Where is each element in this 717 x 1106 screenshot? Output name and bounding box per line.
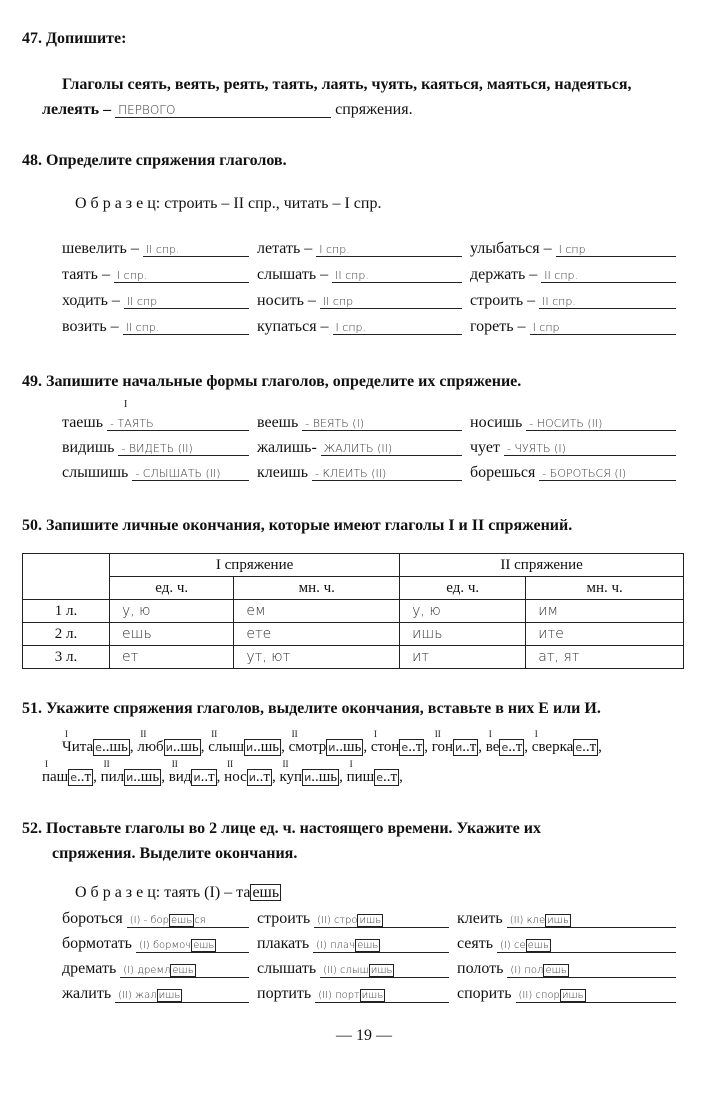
answer-field[interactable]: II спр. <box>123 321 249 335</box>
verb-label: клеить <box>457 910 503 927</box>
verb-word-body <box>101 769 162 786</box>
verb-item <box>257 439 470 457</box>
verb-item <box>470 464 684 482</box>
verb-stem: смотр <box>288 739 327 755</box>
answer-field[interactable]: - ЧУЯТЬ (I) <box>504 442 676 456</box>
exercise-52-title: 52. Поставьте глаголы во 2 лице ед. ч. настоящего времени. Укажите их <box>22 820 541 837</box>
exercise-52-sample <box>75 884 281 902</box>
separator: , <box>399 769 407 785</box>
answer-field[interactable]: - НОСИТЬ (II) <box>526 417 676 431</box>
verb-label: таять – <box>62 266 110 283</box>
verb-stem: сверка <box>531 739 574 755</box>
conjugation-mark: I <box>534 729 538 739</box>
ending-box[interactable] <box>164 739 201 756</box>
ending-cell[interactable]: у, ю <box>110 600 234 623</box>
ending-box[interactable] <box>326 739 363 756</box>
separator: , <box>598 739 606 755</box>
verb-word <box>371 730 424 756</box>
verb-item <box>470 240 684 258</box>
verb-label: плакать <box>257 935 310 952</box>
verb-word-body <box>208 739 281 756</box>
verb-item <box>257 464 470 482</box>
exercise-47-prefix: лелеять – <box>42 101 112 118</box>
verb-word <box>101 760 162 786</box>
answer-field[interactable] <box>136 939 249 953</box>
verb-label: слышать <box>257 960 317 977</box>
verb-stem: слыш <box>208 739 245 755</box>
ending-cell[interactable]: ет <box>110 646 234 669</box>
answer-field[interactable]: II спр. <box>539 295 676 309</box>
verb-stem: дрeмл <box>137 965 171 976</box>
ending-text: ..т <box>200 769 215 785</box>
answer-field[interactable]: - СЛЫШАТЬ (II) <box>132 467 249 481</box>
ending-cell[interactable]: ат, ят <box>526 646 684 669</box>
answer-field[interactable]: I спр. <box>333 321 462 335</box>
verb-word-body <box>279 769 339 786</box>
person-cell: 2 л. <box>23 623 110 646</box>
answer-field[interactable]: II спр. <box>541 269 676 283</box>
inserted-letter: и <box>455 741 463 754</box>
verb-item <box>257 414 470 432</box>
verb-word <box>289 730 364 756</box>
person-cell: 3 л. <box>23 646 110 669</box>
verb-stem: куп <box>279 769 303 785</box>
inserted-letter: и <box>126 771 134 784</box>
ending-box[interactable] <box>573 739 598 756</box>
verb-label: строить – <box>470 292 536 309</box>
verb-label: строить <box>257 910 311 927</box>
answer-field[interactable]: II спр <box>320 295 462 309</box>
ending-box[interactable] <box>93 739 130 756</box>
sample-text: О б р а з е ц: таять (I) – та <box>75 884 251 901</box>
exercise-48-sample: О б р а з е ц: строить – II спр., читать – I спр. <box>75 195 382 212</box>
inserted-letter: и <box>246 741 254 754</box>
verb-word-body <box>137 739 200 756</box>
verb-stem: гон <box>431 739 454 755</box>
exercise-48-title: 48. Определите спряжения глаголов. <box>22 152 287 169</box>
answer-field[interactable] <box>127 914 249 928</box>
verb-stem: стро <box>334 915 358 926</box>
exercise-47-title: 47. Допишите: <box>22 30 127 47</box>
verb-label: сеять <box>457 935 494 952</box>
answer-field[interactable]: I спр <box>556 243 676 257</box>
exercise-49-title: 49. Запишите начальные формы глаголов, определите их спряжение. <box>22 373 522 390</box>
verb-item <box>62 985 257 1003</box>
ending-box: ешь <box>545 965 567 976</box>
separator: , <box>200 739 209 755</box>
answer-field[interactable]: ЖАЛИТЬ (II) <box>321 442 462 456</box>
verb-stem: се <box>514 940 526 951</box>
verb-label: гореть – <box>470 318 526 335</box>
verb-word <box>169 760 217 786</box>
verb-item <box>62 240 257 258</box>
verb-word <box>62 730 130 756</box>
verb-label: портить <box>257 985 312 1002</box>
separator: , <box>271 769 280 785</box>
verb-stem: ве <box>485 739 500 755</box>
verb-label: веешь <box>257 414 299 431</box>
group-header: I спряжение <box>110 554 400 577</box>
conjugation-mark: II <box>282 759 289 769</box>
table-row <box>23 600 684 623</box>
separator: , <box>339 769 347 785</box>
ending-box: ишь <box>359 915 382 926</box>
answer-field[interactable]: - ВЕЯТЬ (I) <box>302 417 462 431</box>
conjugation: (II) <box>518 990 533 1001</box>
verb-item <box>470 266 684 284</box>
inserted-letter: и <box>304 771 312 784</box>
verb-word <box>279 760 339 786</box>
verb-stem: нос <box>224 769 247 785</box>
verb-stem: кле <box>526 915 546 926</box>
answer-field[interactable]: - ТАЯТЬ <box>107 417 249 431</box>
answer-field[interactable]: II спр <box>124 295 249 309</box>
ending-text: ..шь <box>335 739 362 755</box>
conjugation-mark: I <box>124 399 128 410</box>
verb-item <box>62 960 257 978</box>
ending-cell[interactable]: у, ю <box>400 600 526 623</box>
ending-box[interactable] <box>399 739 424 756</box>
verb-item <box>62 292 257 310</box>
verb-label: жалить <box>62 985 112 1002</box>
ending-box[interactable] <box>68 769 93 786</box>
ending-cell[interactable]: ете <box>234 623 400 646</box>
ending-cell[interactable]: им <box>526 600 684 623</box>
ending-text: ..т <box>255 769 270 785</box>
verb-item <box>257 292 470 310</box>
conjugation-mark: I <box>45 759 48 769</box>
verb-item <box>257 935 457 953</box>
ending-text: ..шь <box>172 739 199 755</box>
ending-box[interactable] <box>453 739 478 756</box>
verb-label: дремать <box>62 960 117 977</box>
endings-table <box>22 553 684 669</box>
ending-box[interactable] <box>191 769 216 786</box>
exercise-51-title: 51. Укажите спряжения глаголов, выделите окончания, вставьте в них Е или И. <box>22 700 601 717</box>
answer-field[interactable]: - БОРОТЬСЯ (I) <box>539 467 676 481</box>
answer-field[interactable]: II спр. <box>332 269 462 283</box>
verb-word <box>486 730 525 756</box>
ending-box: ешь <box>193 940 215 951</box>
subheader: мн. ч. <box>526 577 684 600</box>
verb-word <box>42 760 93 786</box>
verb-stem: жал <box>135 990 157 1001</box>
verb-label: спорить <box>457 985 512 1002</box>
ending-cell[interactable]: ешь <box>110 623 234 646</box>
answer-field[interactable] <box>507 914 676 928</box>
answer-field[interactable]: I спр. <box>114 269 249 283</box>
ending-cell[interactable]: ут, ют <box>234 646 400 669</box>
verb-stem: люб <box>137 739 164 755</box>
exercise-47-text: Глаголы сеять, веять, реять, таять, лаять, чуять, каяться, маяться, надеяться, <box>62 76 632 93</box>
verb-word <box>347 760 399 786</box>
separator: , <box>478 739 486 755</box>
answer-field[interactable] <box>507 964 676 978</box>
verb-word-body <box>289 739 364 756</box>
conjugation: (I) <box>129 915 141 926</box>
answer-field[interactable] <box>315 989 449 1003</box>
conjugation-mark: I <box>65 729 68 739</box>
conjugation: (I) <box>138 940 150 951</box>
ending-box: ишь <box>561 990 584 1001</box>
verb-word <box>532 730 598 756</box>
verb-label: видишь <box>62 439 115 456</box>
verb-item <box>62 439 257 457</box>
verb-label: клеишь <box>257 464 309 481</box>
verb-item <box>62 910 257 928</box>
separator: , <box>129 739 138 755</box>
verb-label: летать – <box>257 240 313 257</box>
answer-field[interactable] <box>320 964 449 978</box>
separator: , <box>424 739 432 755</box>
verb-label: жалишь- <box>257 439 317 456</box>
inserted-letter: и <box>248 771 256 784</box>
ending-box: ишь <box>370 965 393 976</box>
ending-cell[interactable]: ишь <box>400 623 526 646</box>
ending-box[interactable] <box>302 769 339 786</box>
verb-label: носить – <box>257 292 316 309</box>
verb-word-body <box>432 739 479 756</box>
verb-word-body <box>347 769 399 786</box>
verb-item <box>62 464 257 482</box>
table-row <box>23 623 684 646</box>
verb-word <box>208 730 281 756</box>
ending-box: ешь <box>172 965 194 976</box>
ending-box: ишь <box>361 990 384 1001</box>
conjugation: (I) <box>500 940 511 951</box>
verb-item <box>257 910 457 928</box>
answer-field[interactable]: I спр. <box>316 243 462 257</box>
conjugation-mark: II <box>140 729 147 739</box>
answer-field[interactable] <box>314 914 449 928</box>
verb-stem: паш <box>42 769 69 785</box>
verb-stem: спор <box>535 990 560 1001</box>
exercise-50-title: 50. Запишите личные окончания, которые имеют глаголы I и II спряжений. <box>22 517 573 534</box>
answer-field[interactable] <box>120 964 249 978</box>
conjugation-mark: II <box>211 729 218 739</box>
answer-field[interactable]: ПЕРВОГО <box>115 103 331 118</box>
inserted-letter: и <box>328 741 336 754</box>
conjugation-mark: II <box>434 729 441 739</box>
conjugation: (I) <box>123 965 134 976</box>
ending-box[interactable] <box>499 739 524 756</box>
verb-stem: слыш <box>340 965 369 976</box>
verb-word-body <box>486 739 525 756</box>
verb-stem: плач <box>330 940 356 951</box>
answer-field[interactable] <box>313 939 449 953</box>
ending-text: ..шь <box>101 739 128 755</box>
verb-word-body <box>169 769 217 786</box>
verb-label: ходить – <box>62 292 120 309</box>
group-header: II спряжение <box>400 554 684 577</box>
verb-item <box>457 960 684 978</box>
verb-stem: вид <box>168 769 192 785</box>
verb-stem: - бор <box>143 915 170 926</box>
inserted-letter: е <box>575 741 583 754</box>
exercise-51-line1 <box>62 730 606 756</box>
subheader: ед. ч. <box>110 577 234 600</box>
verb-item <box>62 414 257 432</box>
ending-cell[interactable]: ите <box>526 623 684 646</box>
inserted-letter: е <box>501 741 509 754</box>
subheader: мн. ч. <box>234 577 400 600</box>
answer-field[interactable]: - ВИДЕТЬ (II) <box>118 442 249 456</box>
inserted-letter: е <box>401 741 409 754</box>
verb-item <box>62 266 257 284</box>
corner-cell <box>23 554 110 600</box>
conjugation: (II) <box>509 915 524 926</box>
verb-stem: бормоч <box>152 940 192 951</box>
verb-item <box>457 985 684 1003</box>
separator: , <box>93 769 101 785</box>
verb-label: носишь <box>470 414 523 431</box>
verb-item <box>457 910 684 928</box>
answer-field[interactable]: I спр <box>530 321 676 335</box>
verb-label: возить – <box>62 318 119 335</box>
conjugation: (I) <box>510 965 522 976</box>
verb-item <box>470 318 684 336</box>
ending-box: ишь <box>547 915 569 926</box>
inserted-letter: и <box>193 771 201 784</box>
verb-item <box>62 318 257 336</box>
answer-field[interactable] <box>497 939 676 953</box>
ending-text: ..шь <box>311 769 338 785</box>
ending-text: ..шь <box>253 739 280 755</box>
verb-item <box>470 292 684 310</box>
conjugation: (II) <box>118 990 132 1001</box>
inserted-letter: е <box>376 771 384 784</box>
verb-label: полоть <box>457 960 504 977</box>
ending-text: ..т <box>508 739 523 755</box>
ending-text: ..т <box>383 769 398 785</box>
conjugation: (II) <box>323 965 337 976</box>
verb-word <box>137 730 200 756</box>
answer-field[interactable] <box>516 989 676 1003</box>
ending-text: ..т <box>77 769 92 785</box>
ending-text: ..т <box>582 739 597 755</box>
conjugation: (I) <box>316 940 327 951</box>
conjugation: (II) <box>317 915 331 926</box>
conjugation-mark: II <box>171 759 178 769</box>
conjugation-mark: II <box>291 729 298 739</box>
ending-box[interactable] <box>124 769 161 786</box>
verb-word <box>432 730 479 756</box>
separator: , <box>524 739 532 755</box>
table-row <box>23 646 684 669</box>
verb-label: таешь <box>62 414 104 431</box>
verb-word-body <box>371 739 424 756</box>
ending-cell[interactable]: ем <box>234 600 400 623</box>
verb-label: слышать – <box>257 266 329 283</box>
answer-field[interactable] <box>115 989 249 1003</box>
verb-item <box>62 935 257 953</box>
ending-box: ишь <box>158 990 181 1001</box>
separator: , <box>363 739 371 755</box>
ending-box: ешь <box>252 884 280 901</box>
verb-item <box>457 935 684 953</box>
verb-word-body <box>62 739 130 756</box>
verb-word-body <box>532 739 598 756</box>
ending-box[interactable] <box>374 769 399 786</box>
ending-box: ешь <box>171 915 193 926</box>
person-cell: 1 л. <box>23 600 110 623</box>
verb-stem: пиш <box>346 769 375 785</box>
conjugation-mark: II <box>103 759 110 769</box>
verb-label: держать – <box>470 266 538 283</box>
conjugation-mark: II <box>227 759 234 769</box>
verb-suffix: ся <box>194 915 206 926</box>
verb-item <box>257 960 457 978</box>
verb-label: купаться – <box>257 318 329 335</box>
verb-stem: стон <box>370 739 400 755</box>
verb-item <box>257 240 470 258</box>
verb-item <box>257 318 470 336</box>
verb-label: борешься <box>470 464 536 481</box>
exercise-47-line2 <box>42 101 413 119</box>
verb-stem: пол <box>524 965 544 976</box>
verb-word <box>224 760 272 786</box>
separator: , <box>216 769 225 785</box>
ending-text: ..т <box>462 739 477 755</box>
inserted-letter: е <box>70 771 78 784</box>
ending-cell[interactable]: ит <box>400 646 526 669</box>
separator: , <box>161 769 169 785</box>
verb-stem: пил <box>100 769 125 785</box>
conjugation-mark: I <box>349 759 353 769</box>
separator: , <box>281 739 289 755</box>
verb-word-body <box>42 769 93 786</box>
ending-box[interactable] <box>244 739 281 756</box>
verb-label: улыбаться – <box>470 240 552 257</box>
verb-label: шевелить – <box>62 240 139 257</box>
answer-field[interactable]: - КЛЕИТЬ (II) <box>312 467 462 481</box>
verb-word-body <box>224 769 272 786</box>
verb-item <box>470 414 684 432</box>
verb-label: слышишь <box>62 464 129 481</box>
verb-label: бормотать <box>62 935 132 952</box>
ending-box: ешь <box>527 940 549 951</box>
subheader: ед. ч. <box>400 577 526 600</box>
verb-stem: Чита <box>62 739 94 755</box>
verb-label: бороться <box>62 910 123 927</box>
ending-text: ..т <box>408 739 423 755</box>
answer-field[interactable]: II спр. <box>143 243 249 257</box>
conjugation-mark: I <box>488 729 492 739</box>
ending-box: ешь <box>357 940 379 951</box>
verb-item <box>257 266 470 284</box>
ending-box[interactable] <box>247 769 272 786</box>
verb-item <box>257 985 457 1003</box>
verb-label: чует <box>470 439 500 456</box>
exercise-47-suffix: спряжения. <box>335 101 413 118</box>
conjugation: (II) <box>318 990 332 1001</box>
verb-item <box>470 439 684 457</box>
ending-text: ..шь <box>133 769 160 785</box>
verb-stem: порт <box>335 990 360 1001</box>
page-number: — 19 — <box>336 1027 392 1044</box>
conjugation-mark: I <box>373 729 377 739</box>
inserted-letter: е <box>95 741 102 754</box>
inserted-letter: и <box>165 741 173 754</box>
exercise-52-title-cont: спряжения. Выделите окончания. <box>52 845 298 862</box>
exercise-51-line2 <box>42 760 407 786</box>
